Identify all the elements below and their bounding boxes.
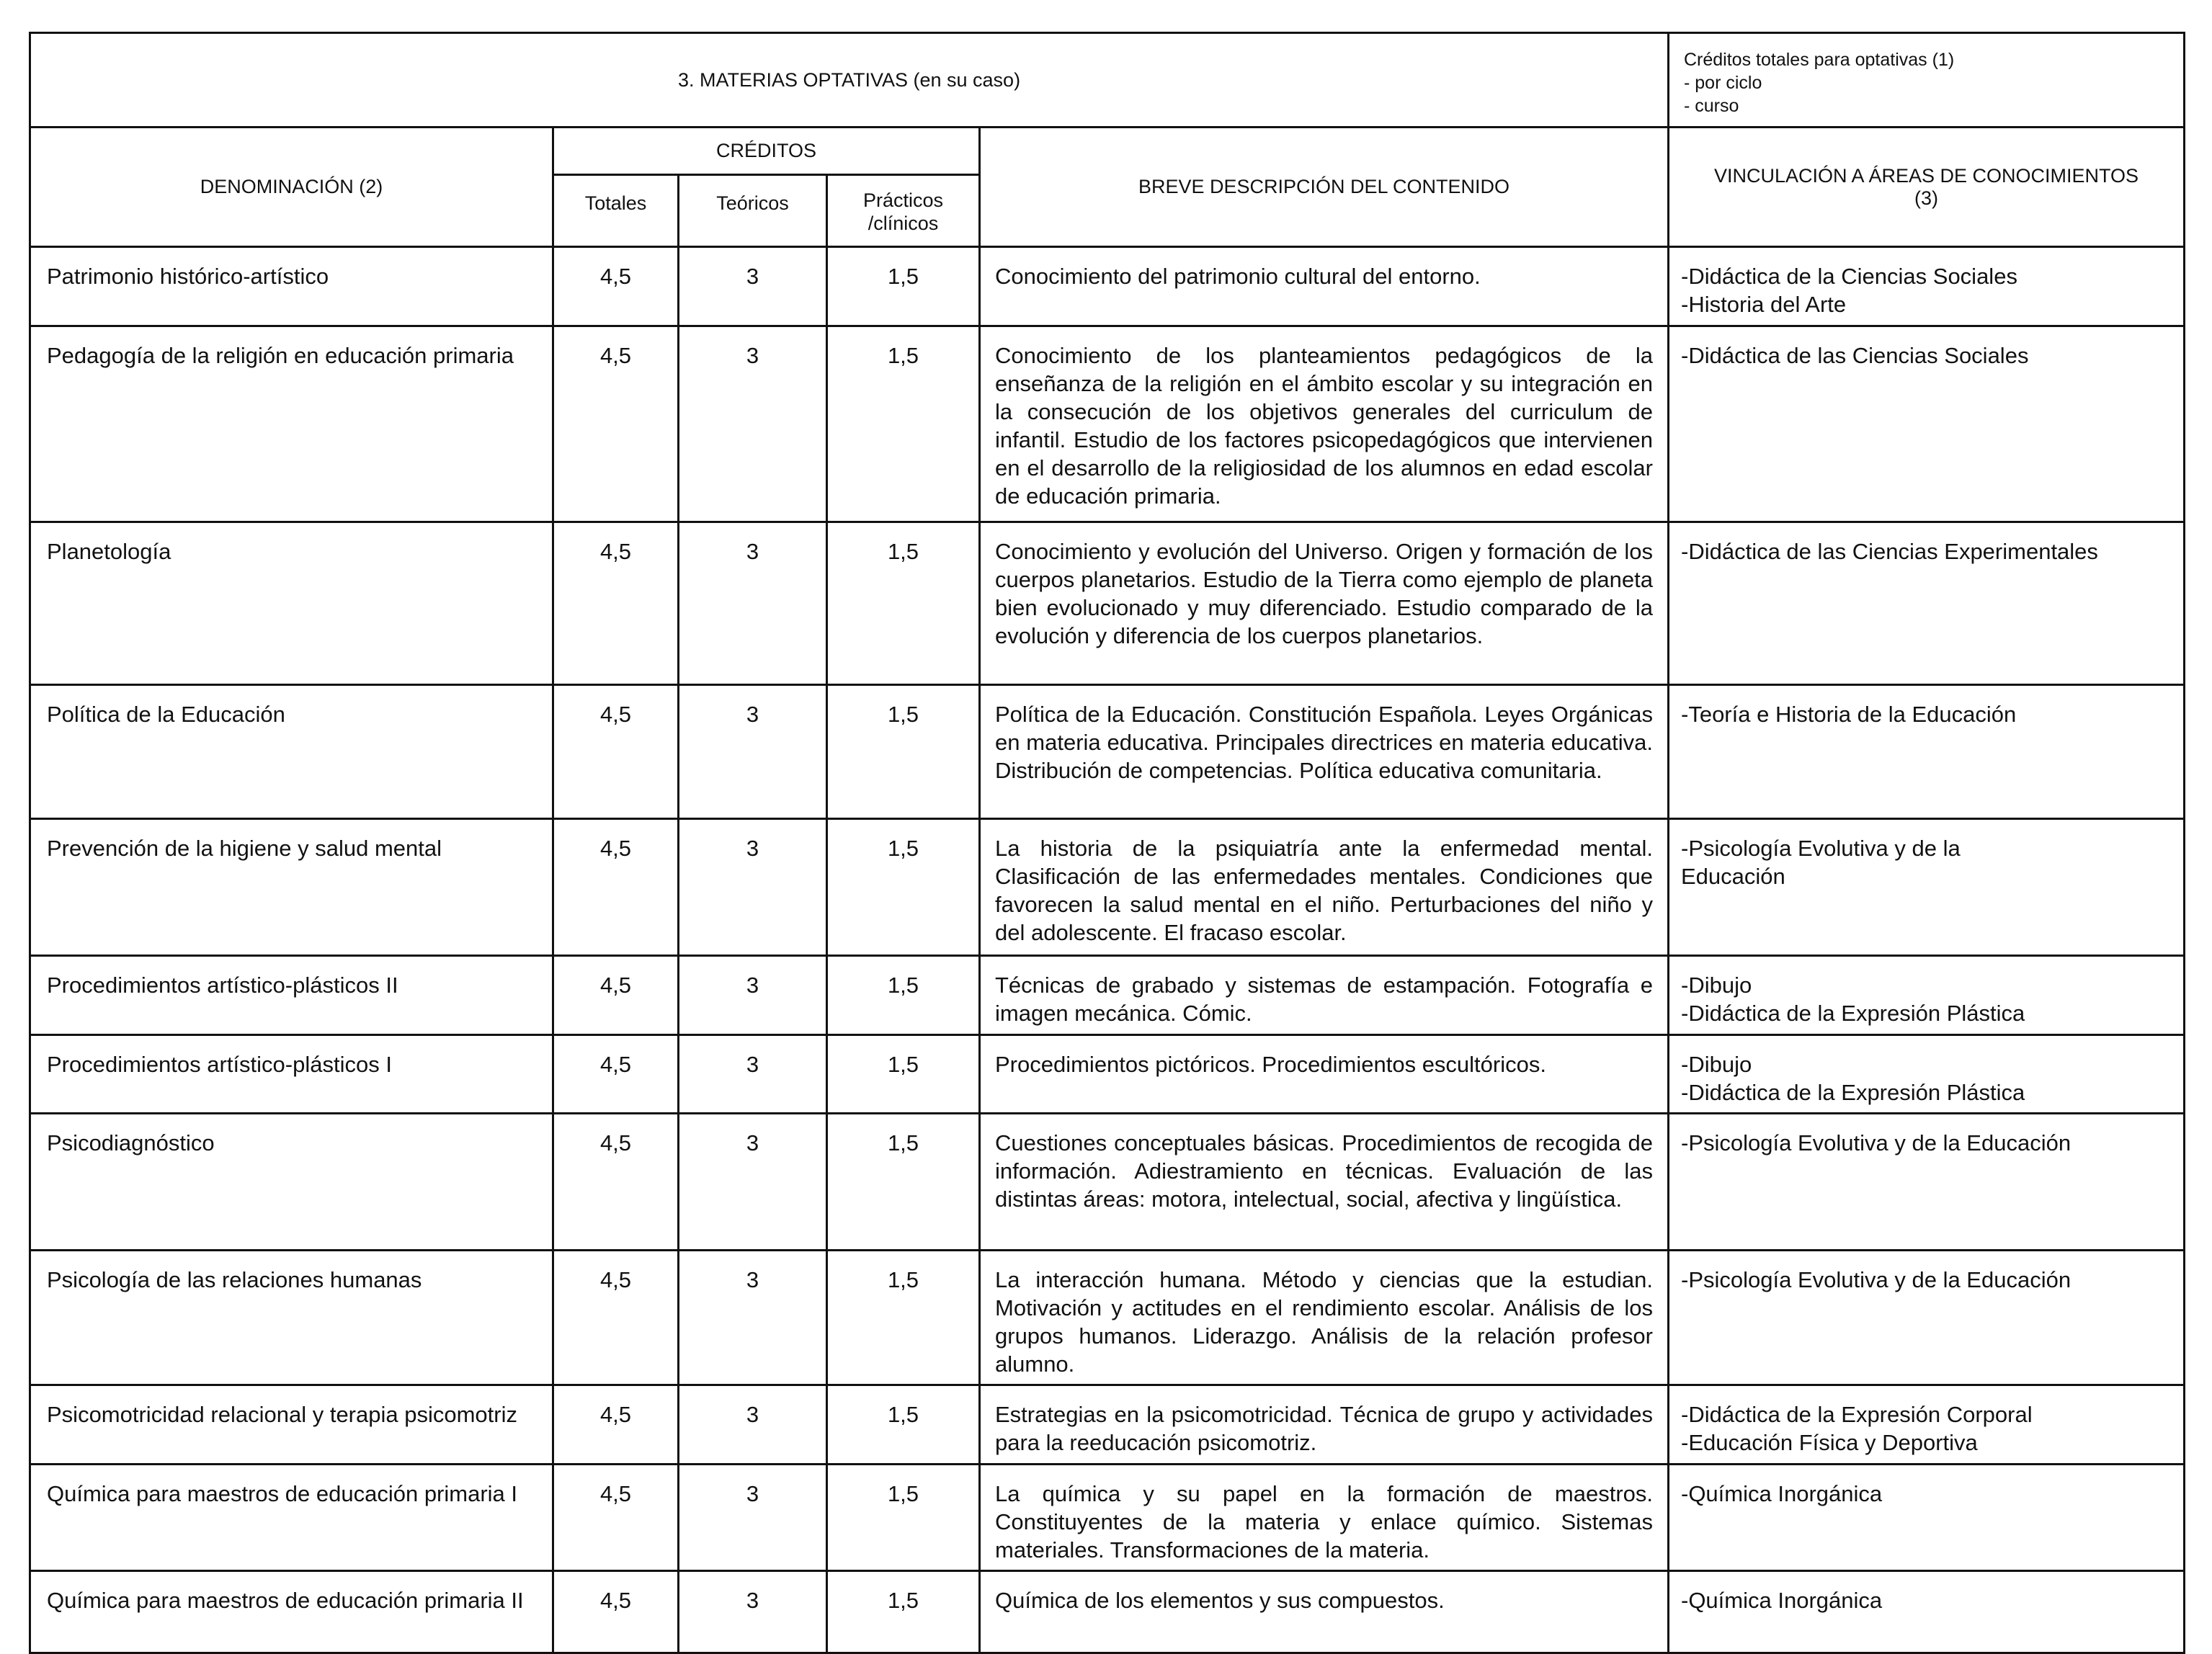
- credits-totales: 4,5: [553, 956, 679, 1035]
- content-description: Conocimiento del patrimonio cultural del entorno.: [980, 247, 1669, 326]
- credits-teoricos: 3: [679, 819, 827, 956]
- col-vinculacion-line: (3): [1914, 187, 1938, 209]
- knowledge-areas: [1669, 819, 2185, 956]
- subject-name: Química para maestros de educación primaria I: [30, 1465, 553, 1571]
- content-description: Conocimiento y evolución del Universo. Origen y formación de los cuerpos planetarios. Estudio de la Tierra como ejemplo de planeta bien evolucionado y muy diferenciado. Estudio comparado de la evolución y diferencia de los cuerpos planetarios.: [980, 522, 1669, 685]
- table-row: [30, 685, 2185, 819]
- content-description: Política de la Educación. Constitución Española. Leyes Orgánicas en materia educativa. Principales directrices en materia educativa. Distribución de competencias. Política educativa comunitaria.: [980, 685, 1669, 819]
- knowledge-areas: [1669, 1385, 2185, 1465]
- credits-teoricos: 3: [679, 1385, 827, 1465]
- optional-subjects-page: [29, 32, 2183, 1654]
- credits-practicos: 1,5: [827, 1251, 980, 1385]
- credits-teoricos: 3: [679, 685, 827, 819]
- credits-teoricos: 3: [679, 326, 827, 522]
- credits-practicos: 1,5: [827, 1465, 980, 1571]
- subject-name: Planetología: [30, 522, 553, 685]
- col-vinculacion-header: [1669, 128, 2185, 247]
- knowledge-areas: [1669, 956, 2185, 1035]
- knowledge-areas: [1669, 522, 2185, 685]
- credits-teoricos: 3: [679, 247, 827, 326]
- content-description: Cuestiones conceptuales básicas. Procedimientos de recogida de información. Adiestramiento en técnicas. Evaluación de las distintas áreas: motora, intelectual, social, afectiva y lingüística.: [980, 1114, 1669, 1251]
- table-row: [30, 247, 2185, 326]
- credits-totales: 4,5: [553, 247, 679, 326]
- knowledge-area-item: -Didáctica de la Expresión Corporal: [1681, 1402, 2033, 1427]
- col-totales-header: Totales: [553, 175, 679, 247]
- credits-totales: 4,5: [553, 326, 679, 522]
- subject-name: Política de la Educación: [30, 685, 553, 819]
- credits-practicos: 1,5: [827, 1571, 980, 1653]
- subject-name: Procedimientos artístico-plásticos II: [30, 956, 553, 1035]
- section-title: 3. MATERIAS OPTATIVAS (en su caso): [30, 33, 1669, 128]
- table-row: [30, 819, 2185, 956]
- credits-teoricos: 3: [679, 1035, 827, 1114]
- content-description: Conocimiento de los planteamientos pedagógicos de la enseñanza de la religión en el ámbito escolar y su integración en la consecución de los objetivos generales del curriculum de infantil. Estudio de los factores psicopedagógicos que intervienen en el desarrollo de la religiosidad de los alumnos en edad escolar de educación primaria.: [980, 326, 1669, 522]
- content-description: Estrategias en la psicomotricidad. Técnica de grupo y actividades para la reeducación psicomotriz.: [980, 1385, 1669, 1465]
- knowledge-areas: [1669, 685, 2185, 819]
- credits-practicos: 1,5: [827, 1035, 980, 1114]
- table-row: [30, 1114, 2185, 1251]
- credits-practicos: 1,5: [827, 522, 980, 685]
- credits-teoricos: 3: [679, 1251, 827, 1385]
- col-vinculacion-line: VINCULACIÓN A ÁREAS DE CONOCIMIENTOS: [1713, 164, 2139, 187]
- knowledge-area-item: -Didáctica de la Expresión Plástica: [1681, 1001, 2025, 1026]
- knowledge-area-item: -Educación Física y Deportiva: [1681, 1430, 1978, 1455]
- col-practicos-header: [827, 175, 980, 247]
- knowledge-area-item: -Historia del Arte: [1681, 292, 1847, 317]
- credits-totales: 4,5: [553, 1465, 679, 1571]
- knowledge-area-item: -Psicología Evolutiva y de la: [1681, 836, 1961, 861]
- table-row: [30, 1035, 2185, 1114]
- table-row: [30, 522, 2185, 685]
- content-description: La historia de la psiquiatría ante la enfermedad mental. Clasificación de las enfermedades mentales. Condiciones que favorecen la salud mental en el niño. Perturbaciones del niño y del adolescente. El fracaso escolar.: [980, 819, 1669, 956]
- col-creditos-header: CRÉDITOS: [553, 128, 980, 175]
- credits-totales: 4,5: [553, 685, 679, 819]
- table-row: [30, 1251, 2185, 1385]
- subject-name: Pedagogía de la religión en educación primaria: [30, 326, 553, 522]
- knowledge-area-item: Educación: [1681, 864, 1785, 889]
- credits-practicos: 1,5: [827, 326, 980, 522]
- credits-totales: 4,5: [553, 1114, 679, 1251]
- col-denominacion-header: DENOMINACIÓN (2): [30, 128, 553, 247]
- table-row: [30, 326, 2185, 522]
- col-practicos-line: Prácticos: [862, 189, 944, 211]
- subject-name: Química para maestros de educación primaria II: [30, 1571, 553, 1653]
- content-description: Técnicas de grabado y sistemas de estampación. Fotografía e imagen mecánica. Cómic.: [980, 956, 1669, 1035]
- credits-note-line: Créditos totales para optativas (1): [1684, 50, 1955, 70]
- knowledge-area-item: -Didáctica de la Ciencias Sociales: [1681, 264, 2017, 289]
- credits-practicos: 1,5: [827, 819, 980, 956]
- subject-name: Prevención de la higiene y salud mental: [30, 819, 553, 956]
- table-row: [30, 1385, 2185, 1465]
- content-description: Química de los elementos y sus compuestos.: [980, 1571, 1669, 1653]
- credits-totales: 4,5: [553, 1251, 679, 1385]
- subject-name: Psicomotricidad relacional y terapia psicomotriz: [30, 1385, 553, 1465]
- credits-teoricos: 3: [679, 1571, 827, 1653]
- table-row: [30, 956, 2185, 1035]
- credits-totales: 4,5: [553, 1035, 679, 1114]
- credits-totales: 4,5: [553, 522, 679, 685]
- credits-teoricos: 3: [679, 956, 827, 1035]
- credits-totales: 4,5: [553, 819, 679, 956]
- subject-name: Procedimientos artístico-plásticos I: [30, 1035, 553, 1114]
- col-descripcion-header: BREVE DESCRIPCIÓN DEL CONTENIDO: [980, 128, 1669, 247]
- knowledge-areas: [1669, 326, 2185, 522]
- header-row: [30, 128, 2185, 175]
- knowledge-areas: [1669, 1465, 2185, 1571]
- content-description: La química y su papel en la formación de maestros. Constituyentes de la materia y enlace químico. Sistemas materiales. Transformaciones de la materia.: [980, 1465, 1669, 1571]
- optional-subjects-table: [29, 32, 2185, 1654]
- knowledge-areas: [1669, 1571, 2185, 1653]
- credits-teoricos: 3: [679, 1114, 827, 1251]
- knowledge-area-item: -Psicología Evolutiva y de la Educación: [1681, 1130, 2071, 1155]
- knowledge-area-item: -Química Inorgánica: [1681, 1481, 1883, 1506]
- credits-teoricos: 3: [679, 522, 827, 685]
- knowledge-area-item: -Teoría e Historia de la Educación: [1681, 702, 2017, 727]
- credits-totales: 4,5: [553, 1385, 679, 1465]
- credits-teoricos: 3: [679, 1465, 827, 1571]
- content-description: La interacción humana. Método y ciencias que la estudian. Motivación y actitudes en el rendimiento escolar. Análisis de los grupos humanos. Liderazgo. Análisis de la relación profesor alumno.: [980, 1251, 1669, 1385]
- credits-note-line: - curso: [1684, 96, 1739, 116]
- credits-note-line: - por ciclo: [1684, 73, 1762, 93]
- credits-practicos: 1,5: [827, 1385, 980, 1465]
- knowledge-area-item: -Dibujo: [1681, 1052, 1752, 1077]
- content-description: Procedimientos pictóricos. Procedimientos escultóricos.: [980, 1035, 1669, 1114]
- col-practicos-line: /clínicos: [868, 213, 939, 234]
- knowledge-area-item: -Didáctica de la Expresión Plástica: [1681, 1080, 2025, 1105]
- knowledge-areas: [1669, 1251, 2185, 1385]
- knowledge-area-item: -Química Inorgánica: [1681, 1588, 1883, 1613]
- credits-practicos: 1,5: [827, 685, 980, 819]
- col-teoricos-header: Teóricos: [679, 175, 827, 247]
- credits-note: [1669, 33, 2185, 128]
- credits-practicos: 1,5: [827, 247, 980, 326]
- table-row: [30, 1571, 2185, 1653]
- knowledge-area-item: -Didáctica de las Ciencias Experimentales: [1681, 539, 2098, 564]
- credits-practicos: 1,5: [827, 956, 980, 1035]
- knowledge-areas: [1669, 1114, 2185, 1251]
- knowledge-area-item: -Dibujo: [1681, 973, 1752, 998]
- knowledge-areas: [1669, 1035, 2185, 1114]
- credits-totales: 4,5: [553, 1571, 679, 1653]
- subject-name: Patrimonio histórico-artístico: [30, 247, 553, 326]
- table-row: [30, 1465, 2185, 1571]
- knowledge-area-item: -Didáctica de las Ciencias Sociales: [1681, 343, 2029, 368]
- subject-name: Psicología de las relaciones humanas: [30, 1251, 553, 1385]
- knowledge-area-item: -Psicología Evolutiva y de la Educación: [1681, 1267, 2071, 1292]
- subject-name: Psicodiagnóstico: [30, 1114, 553, 1251]
- credits-practicos: 1,5: [827, 1114, 980, 1251]
- title-row: [30, 33, 2185, 128]
- knowledge-areas: [1669, 247, 2185, 326]
